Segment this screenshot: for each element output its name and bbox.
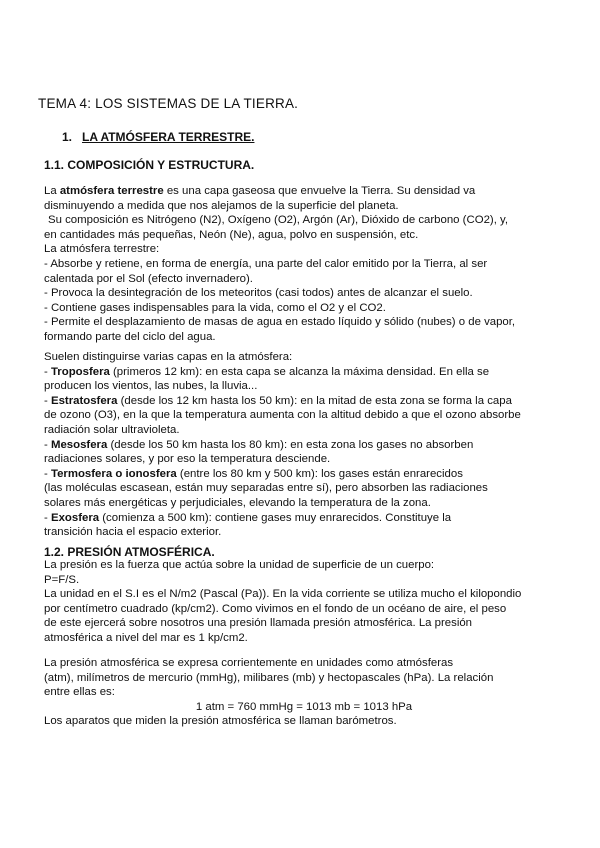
paragraph-line: La atmósfera terrestre: <box>44 243 160 256</box>
layer-termosfera <box>44 467 564 482</box>
text: (comienza a 500 km): contiene gases muy enrarecidos. Constituye la <box>99 511 452 524</box>
text: La <box>44 185 60 197</box>
bold-term: Troposfera <box>50 365 110 378</box>
section-1-1-heading: 1.1. COMPOSICIÓN Y ESTRUCTURA. <box>44 158 255 172</box>
section-1-title: LA ATMÓSFERA TERRESTRE. <box>82 130 255 144</box>
paragraph-line: formando parte del ciclo del agua. <box>44 330 216 343</box>
paragraph-line: transición hacia el espacio exterior. <box>44 526 222 539</box>
atmosphere-layers <box>44 350 564 540</box>
section-1-2-heading: 1.2. PRESIÓN ATMOSFÉRICA. <box>44 545 215 559</box>
text: (entre los 80 km y 500 km): los gases están enrarecidos <box>176 467 463 480</box>
paragraph-line: P=F/S. <box>44 573 80 586</box>
text: (desde los 50 km hasta los 80 km): en esta zona los gases no absorben <box>107 438 474 451</box>
section-1-number: 1. <box>62 130 73 144</box>
bold-term: Exosfera <box>50 511 100 524</box>
paragraph-line: calentada por el Sol (efecto invernadero). <box>44 272 253 285</box>
paragraph-line: de ozono (O3), en la que la temperatura aumenta con la altitud debido a que el ozono absorbe <box>44 409 521 422</box>
paragraph-line: de este ejercerá sobre nosotros una presión llamada presión atmosférica. La presión <box>44 617 473 630</box>
pressure-formula: 1 atm = 760 mmHg = 1013 mb = 1013 hPa <box>195 700 413 713</box>
document-title: TEMA 4: LOS SISTEMAS DE LA TIERRA. <box>38 96 299 111</box>
paragraph-line: La presión es la fuerza que actúa sobre la unidad de superficie de un cuerpo: <box>44 559 435 571</box>
layer-exosfera <box>44 511 564 526</box>
dash: - <box>44 438 51 451</box>
paragraph-line: en cantidades más pequeñas, Neón (Ne), agua, polvo en suspensión, etc. <box>44 228 419 241</box>
bold-term: Mesosfera <box>50 438 108 451</box>
paragraph-line: solares más energéticas y perjudiciales, elevando la temperatura de la zona. <box>44 496 431 509</box>
paragraph-line: - Absorbe y retiene, en forma de energía, una parte del calor emitido por la Tierra, al ser <box>44 257 488 270</box>
bold-term: Estratosfera <box>50 394 118 407</box>
bold-term: Termosfera o ionosfera <box>50 467 177 480</box>
paragraph-line: La unidad en el S.I es el N/m2 (Pascal (Pa)). En la vida corriente se utiliza mucho el kilopondio <box>44 588 522 601</box>
paragraph-line: disminuyendo a medida que nos alejamos de la superficie del planeta. <box>44 199 399 212</box>
layer-estratosfera <box>44 394 564 409</box>
text: (primeros 12 km): en esta capa se alcanza la máxima densidad. En ella se <box>109 365 490 378</box>
dash: - <box>44 365 51 378</box>
section-1-2-body <box>44 558 564 646</box>
paragraph-line: por centímetro cuadrado (kp/cm2). Como vivimos en el fondo de un océano de aire, el peso <box>44 602 507 615</box>
paragraph-line: producen los vientos, las nubes, la lluvia... <box>44 380 258 393</box>
pressure-units <box>44 656 564 729</box>
text: (desde los 12 km hasta los 50 km): en la mitad de esta zona se forma la capa <box>117 394 512 407</box>
paragraph-line: atmosférica a nivel del mar es 1 kp/cm2. <box>44 631 248 644</box>
paragraph-line: (las moléculas escasean, están muy separadas entre sí), pero absorben las radiaciones <box>44 482 488 495</box>
dash: - <box>44 467 51 480</box>
paragraph-line: (atm), milímetros de mercurio (mmHg), milibares (mb) y hectopascales (hPa). La relación <box>44 671 494 684</box>
dash: - <box>44 511 51 524</box>
section-1-1-body <box>44 184 564 345</box>
text: es una capa gaseosa que envuelve la Tierra. Su densidad va <box>163 185 476 197</box>
paragraph-line: - Provoca la desintegración de los meteoritos (casi todos) antes de alcanzar el suelo. <box>44 287 473 300</box>
paragraph-line: - Contiene gases indispensables para la vida, como el O2 y el CO2. <box>44 301 386 314</box>
paragraph-line: radiaciones solares, y por eso la temperatura desciende. <box>44 453 331 466</box>
layer-mesosfera <box>44 438 564 453</box>
paragraph-line: radiación solar ultravioleta. <box>44 423 180 436</box>
paragraph-line <box>44 184 564 199</box>
bold-term: atmósfera terrestre <box>59 185 164 197</box>
paragraph-line: Suelen distinguirse varias capas en la atmósfera: <box>44 351 293 363</box>
paragraph-line: La presión atmosférica se expresa corrientemente en unidades como atmósferas <box>44 657 454 669</box>
paragraph-line: Los aparatos que miden la presión atmosférica se llaman barómetros. <box>44 715 397 728</box>
section-1-heading <box>62 130 254 144</box>
paragraph-line: Su composición es Nitrógeno (N2), Oxígeno (O2), Argón (Ar), Dióxido de carbono (CO2), y, <box>48 214 509 227</box>
dash: - <box>44 394 51 407</box>
paragraph-line: entre ellas es: <box>44 686 115 699</box>
paragraph-line: - Permite el desplazamiento de masas de agua en estado líquido y sólido (nubes) o de vapor, <box>44 316 516 329</box>
layer-troposfera <box>44 365 564 380</box>
